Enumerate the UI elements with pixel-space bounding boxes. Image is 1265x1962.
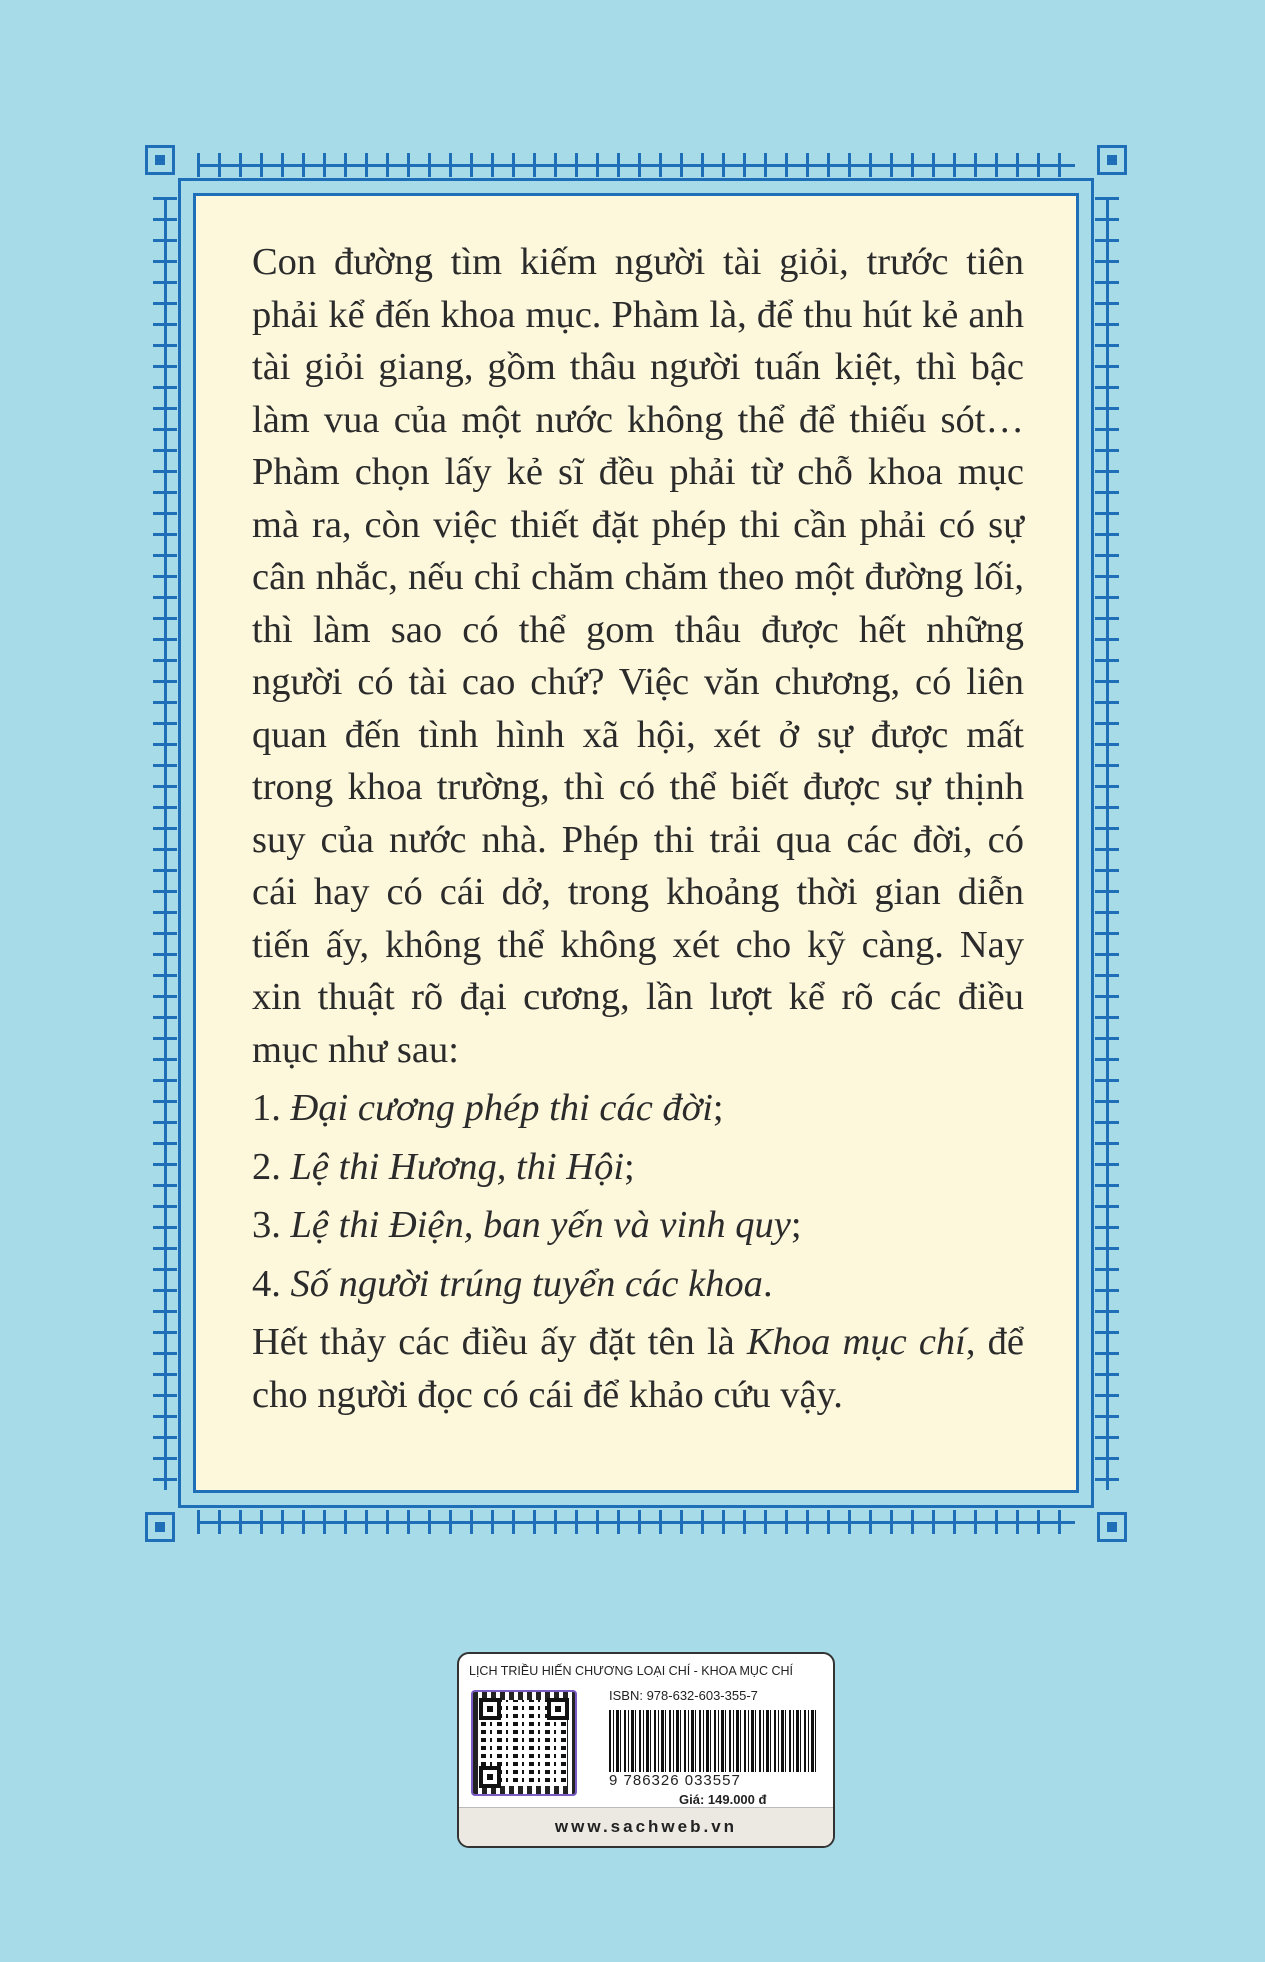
frame-corner-ornament xyxy=(145,1512,175,1542)
isbn-label: ISBN: 978-632-603-355-7 xyxy=(609,1688,758,1703)
frame-corner-ornament xyxy=(1097,1512,1127,1542)
closing-paragraph: Hết thảy các điều ấy đặt tên là Khoa mục chí, để cho người đọc có cái để khảo cứu vậy. xyxy=(252,1321,1024,1416)
list-item: 3. Lệ thi Điện, ban yến và vinh quy; xyxy=(252,1204,802,1246)
price-label: Giá: 149.000 đ xyxy=(679,1792,767,1807)
frame-corner-ornament xyxy=(145,145,175,175)
series-title: LỊCH TRIỀU HIẾN CHƯƠNG LOẠI CHÍ - KHOA MỤC CHÍ xyxy=(469,1664,793,1678)
list-item: 1. Đại cương phép thi các đời; xyxy=(252,1087,724,1129)
frame-top-pattern xyxy=(197,153,1075,177)
barcode-icon xyxy=(609,1710,819,1772)
frame-bottom-pattern xyxy=(197,1510,1075,1534)
frame-left-pattern xyxy=(153,197,177,1490)
barcode-box xyxy=(457,1652,835,1848)
frame-corner-ornament xyxy=(1097,145,1127,175)
qr-code-icon xyxy=(471,1690,577,1796)
intro-paragraph: Con đường tìm kiếm người tài giỏi, trước tiên phải kể đến khoa mục. Phàm là, để thu hút kẻ anh tài giỏi giang, gồm thâu người tuấn kiệt, thì bậc làm vua của một nước không thể để thiếu sót… Phàm chọn lấy kẻ sĩ đều phải từ chỗ khoa mục mà ra, còn việc thiết đặt phép thi cần phải có sự cân nhắc, nếu chỉ chăm chăm theo một đường lối, thì làm sao có thể gom thâu được hết những người có tài cao chứ? Việc văn chương, có liên quan đến tình hình xã hội, xét ở sự được mất trong khoa trường, thì có thể biết được sự thịnh suy của nước nhà. Phép thi trải qua các đời, có cái hay có cái dở, trong khoảng thời gian diễn tiến ấy, không thể không xét cho kỹ càng. Nay xin thuật rõ đại cương, lần lượt kể rõ các điều mục như sau: xyxy=(252,241,1024,1071)
book-title-mention: Khoa mục chí xyxy=(746,1321,966,1363)
list-item: 4. Số người trúng tuyển các khoa. xyxy=(252,1262,773,1305)
list-item: 2. Lệ thi Hương, thi Hội; xyxy=(252,1145,635,1188)
frame-right-pattern xyxy=(1095,197,1119,1490)
website-link[interactable]: www.sachweb.vn xyxy=(459,1807,833,1846)
back-cover-text xyxy=(252,236,1024,1421)
barcode-digits: 9 786326 033557 xyxy=(609,1772,741,1789)
